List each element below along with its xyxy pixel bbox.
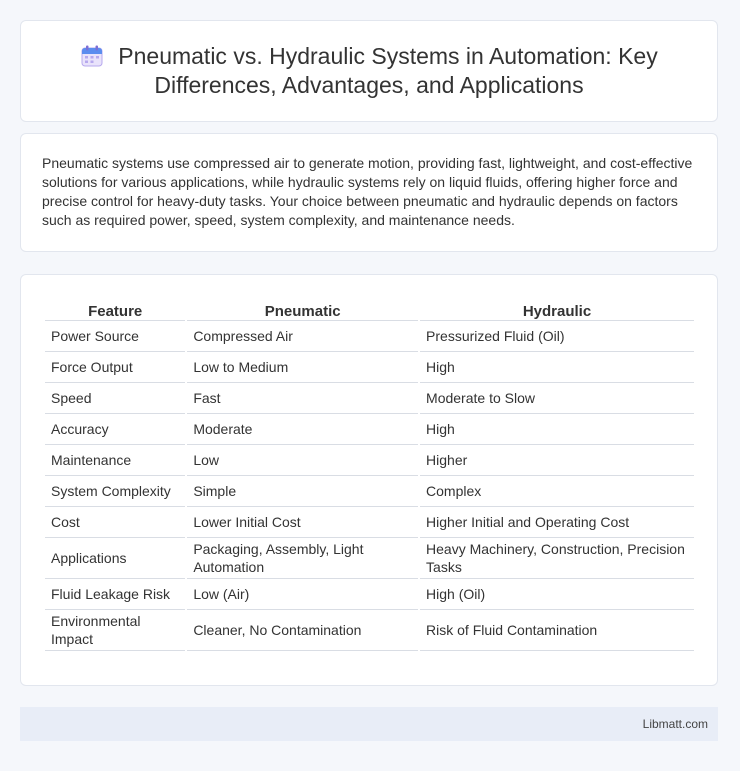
- table-header-row: [45, 295, 694, 321]
- table-row: [45, 476, 694, 507]
- comparison-card: [20, 274, 718, 686]
- pneumatic-cell: Moderate: [187, 414, 418, 445]
- title-card: [20, 20, 718, 122]
- feature-cell: Fluid Leakage Risk: [45, 579, 185, 610]
- calendar-icon: [80, 44, 104, 68]
- table-row: [45, 352, 694, 383]
- header-pneumatic: Pneumatic: [187, 295, 418, 321]
- pneumatic-cell: Lower Initial Cost: [187, 507, 418, 538]
- comparison-table: [43, 295, 696, 651]
- table-row: [45, 321, 694, 352]
- table-row: [45, 507, 694, 538]
- hydraulic-cell: Risk of Fluid Contamination: [420, 610, 694, 651]
- hydraulic-cell: Higher Initial and Operating Cost: [420, 507, 694, 538]
- page-title-text: Pneumatic vs. Hydraulic Systems in Automation: Key Differences, Advantages, and Applications: [118, 43, 658, 98]
- hydraulic-cell: Higher: [420, 445, 694, 476]
- feature-cell: Maintenance: [45, 445, 185, 476]
- table-row: [45, 579, 694, 610]
- intro-paragraph: Pneumatic systems use compressed air to generate motion, providing fast, lightweight, and cost-effective solutions for various applications, while hydraulic systems rely on liquid fluids, offering higher force and precise control for heavy-duty tasks. Your choice between pneumatic and hydraulic depends on factors such as required power, speed, system complexity, and maintenance needs.: [42, 155, 693, 228]
- feature-cell: Power Source: [45, 321, 185, 352]
- table-row: [45, 538, 694, 579]
- hydraulic-cell: High (Oil): [420, 579, 694, 610]
- hydraulic-cell: Heavy Machinery, Construction, Precision Tasks: [420, 538, 694, 579]
- pneumatic-cell: Low: [187, 445, 418, 476]
- pneumatic-cell: Low (Air): [187, 579, 418, 610]
- pneumatic-cell: Low to Medium: [187, 352, 418, 383]
- feature-cell: System Complexity: [45, 476, 185, 507]
- hydraulic-cell: High: [420, 414, 694, 445]
- pneumatic-cell: Simple: [187, 476, 418, 507]
- pneumatic-cell: Fast: [187, 383, 418, 414]
- table-row: [45, 445, 694, 476]
- feature-cell: Force Output: [45, 352, 185, 383]
- header-hydraulic: Hydraulic: [420, 295, 694, 321]
- table-row: [45, 610, 694, 651]
- hydraulic-cell: High: [420, 352, 694, 383]
- table-row: [45, 383, 694, 414]
- footer: [20, 707, 718, 741]
- pneumatic-cell: Cleaner, No Contamination: [187, 610, 418, 651]
- hydraulic-cell: Moderate to Slow: [420, 383, 694, 414]
- feature-cell: Accuracy: [45, 414, 185, 445]
- feature-cell: Environmental Impact: [45, 610, 185, 651]
- hydraulic-cell: Complex: [420, 476, 694, 507]
- footer-brand: Libmatt.com: [642, 717, 708, 731]
- table-row: [45, 414, 694, 445]
- feature-cell: Applications: [45, 538, 185, 579]
- feature-cell: Cost: [45, 507, 185, 538]
- pneumatic-cell: Compressed Air: [187, 321, 418, 352]
- hydraulic-cell: Pressurized Fluid (Oil): [420, 321, 694, 352]
- feature-cell: Speed: [45, 383, 185, 414]
- intro-card: [20, 133, 718, 252]
- page-title: [21, 42, 717, 100]
- pneumatic-cell: Packaging, Assembly, Light Automation: [187, 538, 418, 579]
- header-feature: Feature: [45, 295, 185, 321]
